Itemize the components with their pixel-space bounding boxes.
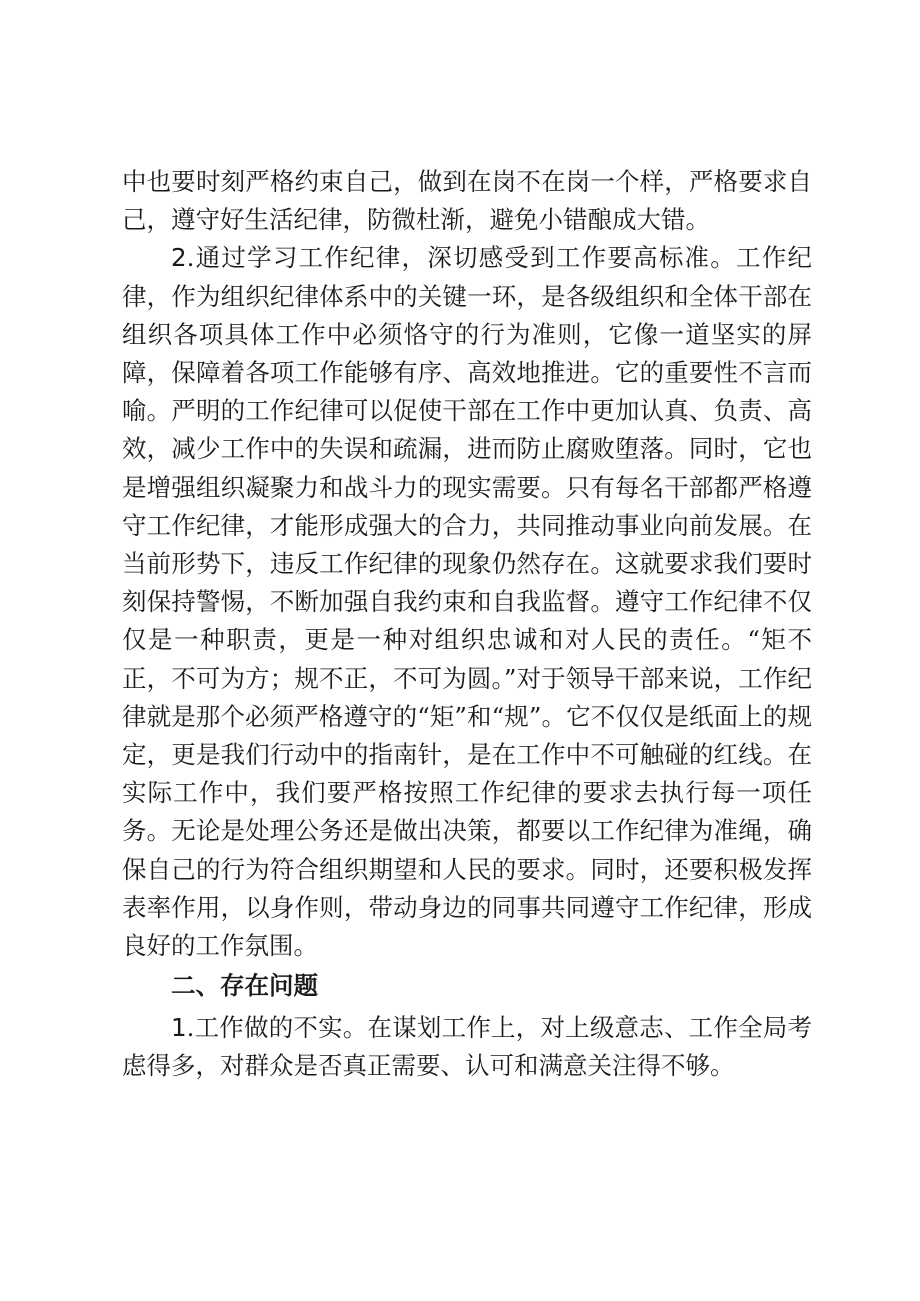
- paragraph-problem-1: [122, 1009, 812, 1085]
- paragraph-continued: [122, 163, 812, 239]
- paragraph-text: .工作做的不实。在谋划工作上，对上级意志、工作全局考虑得多，对群众是否真正需要、认可和满意关注得不够。: [122, 1013, 812, 1081]
- paragraph-text: .通过学习工作纪律，深切感受到工作要高标准。工作纪律，作为组织纪律体系中的关键一环，是各级组织和全体干部在组织各项具体工作中必须恪守的行为准则，它像一道坚实的屏障，保障着各项工作能够有序、高效地推进。它的重要性不言而喻。严明的工作纪律可以促使干部在工作中更加认真、负责、高效，减少工作中的失误和疏漏，进而防止腐败堕落。同时，它也是增强组织凝聚力和战斗力的现实需要。只有每名干部都严格遵守工作纪律，才能形成强大的合力，共同推动事业向前发展。在当前形势下，违反工作纪律的现象仍然存在。这就要求我们要时刻保持警惕，不断加强自我约束和自我监督。遵守工作纪律不仅仅是一种职责，更是一种对组织忠诚和对人民的责任。“矩不正，不可为方；规不正，不可为圆。”对于领导干部来说，工作纪律就是那个必须严格遵守的“矩”和“规”。它不仅仅是纸面上的规定，更是我们行动中的指南针，是在工作中不可触碰的红线。在实际工作中，我们要严格按照工作纪律的要求去执行每一项任务。无论是处理公务还是做出决策，都要以工作纪律为准绳，确保自己的行为符合组织期望和人民的要求。同时，还要积极发挥表率作用，以身作则，带动身边的同事共同遵守工作纪律，形成良好的工作氛围。: [122, 243, 812, 961]
- paragraph-number: 2: [171, 243, 187, 273]
- paragraph-number: 1: [171, 1013, 187, 1043]
- paragraph-work-discipline: [122, 239, 812, 965]
- document-body: [122, 163, 812, 1086]
- paragraph-text: 中也要时刻严格约束自己，做到在岗不在岗一个样，严格要求自己，遵守好生活纪律，防微杜渐，避免小错酿成大错。: [122, 167, 812, 235]
- section-heading: 二、存在问题: [171, 971, 318, 1001]
